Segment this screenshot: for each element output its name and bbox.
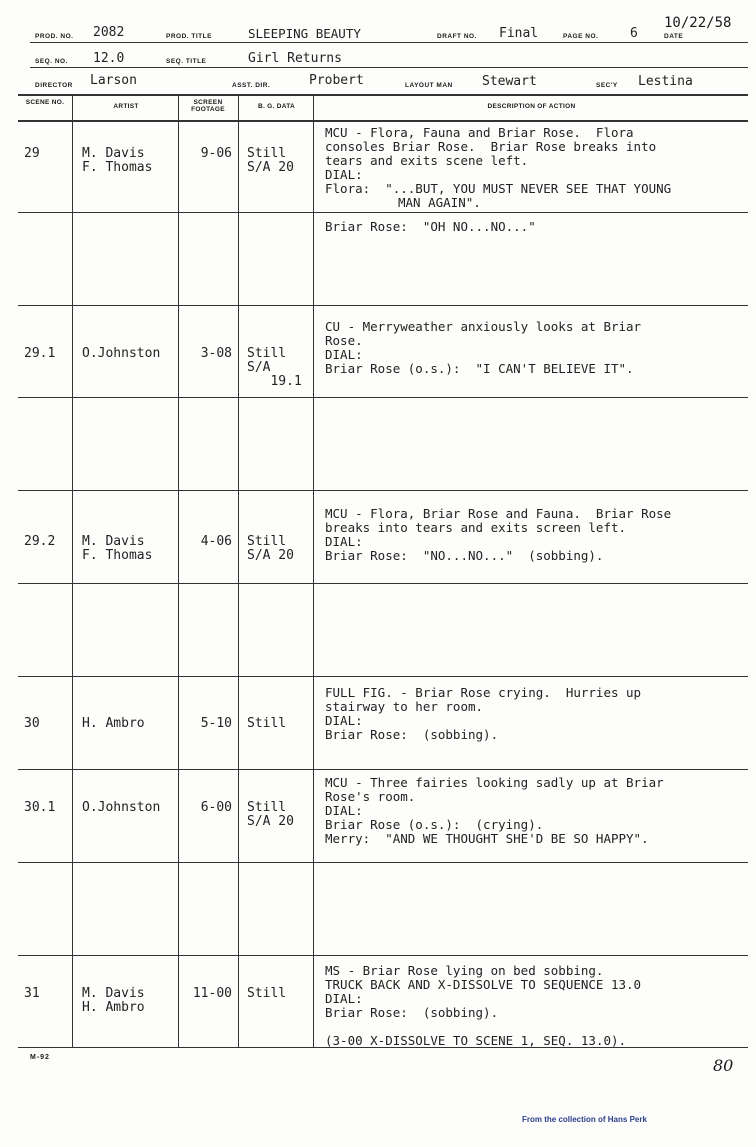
- col-screen-footage: SCREEN FOOTAGE: [191, 99, 225, 113]
- scene-no: 30.1: [24, 800, 56, 815]
- date: 10/22/58: [664, 15, 732, 31]
- draft-no: Final: [499, 26, 539, 41]
- seq-title: Girl Returns: [248, 51, 342, 66]
- prod-title: SLEEPING BEAUTY: [248, 26, 361, 41]
- secy-label: SEC'Y: [596, 82, 618, 89]
- artist: O.Johnston: [82, 346, 161, 361]
- col-bg-data: B. G. DATA: [257, 103, 296, 110]
- artist: M. Davis H. Ambro: [82, 986, 145, 1015]
- action: MS - Briar Rose lying on bed sobbing. TRUCK BACK AND X-DISSOLVE TO SEQUENCE 13.0 DIAL: Briar Rose: (sobbing). (3-00 X-DISSOLVE TO SCENE 1, SEQ. 13.0).: [325, 963, 642, 1048]
- col-scene-no: SCENE NO.: [25, 99, 65, 106]
- bg-data: Still S/A 19.1: [247, 346, 302, 389]
- asst-dir: Probert: [309, 73, 364, 88]
- collection-credit: From the collection of Hans Perk: [522, 1115, 647, 1124]
- scene-no: 31: [24, 986, 40, 1001]
- form-number: M-92: [30, 1054, 50, 1061]
- draft-no-label: DRAFT NO.: [437, 33, 477, 40]
- artist: M. Davis F. Thomas: [82, 146, 153, 175]
- artist: O.Johnston: [82, 800, 161, 815]
- date-label: DATE: [664, 33, 684, 40]
- secy: Lestina: [638, 74, 693, 89]
- bg-data: Still S/A 20: [247, 146, 294, 175]
- footage: 5-10: [200, 716, 232, 731]
- director-label: DIRECTOR: [35, 82, 73, 89]
- scene-no: 29.1: [24, 346, 56, 361]
- footage: 3-08: [200, 346, 232, 361]
- asst-dir-label: ASST. DIR.: [232, 82, 271, 89]
- seq-no: 12.0: [93, 51, 125, 66]
- artist: M. Davis F. Thomas: [82, 534, 153, 563]
- page-no-label: PAGE NO.: [563, 33, 599, 40]
- layout-man: Stewart: [482, 74, 537, 89]
- prod-title-label: PROD. TITLE: [166, 33, 212, 40]
- layout-man-label: LAYOUT MAN: [405, 82, 453, 89]
- col-description: DESCRIPTION OF ACTION: [487, 103, 576, 110]
- footage: 6-00: [200, 800, 232, 815]
- footage: 11-00: [192, 986, 232, 1001]
- bg-data: Still: [247, 986, 287, 1001]
- action: MCU - Three fairies looking sadly up at Briar Rose's room. DIAL: Briar Rose (o.s.): (crying). Merry: "AND WE THOUGHT SHE'D BE SO HAPPY".: [325, 775, 664, 846]
- director: Larson: [90, 73, 137, 88]
- page-total: 80: [713, 1056, 734, 1075]
- action: MCU - Flora, Fauna and Briar Rose. Flora consoles Briar Rose. Briar Rose breaks into tears and exits scene left. DIAL: Flora: "...BUT, YOU MUST NEVER SEE THAT YOUNG: [325, 125, 672, 196]
- seq-no-label: SEQ. NO.: [35, 58, 68, 65]
- prod-no-label: PROD. NO.: [35, 33, 74, 40]
- action: CU - Merryweather anxiously looks at Briar Rose. DIAL: Briar Rose (o.s.): "I CAN'T BELIEVE IT".: [325, 319, 642, 376]
- footage: 4-06: [200, 534, 232, 549]
- footage: 9-06: [200, 146, 232, 161]
- action: FULL FIG. - Briar Rose crying. Hurries up stairway to her room. DIAL: Briar Rose: (sobbing).: [325, 685, 642, 742]
- action: MCU - Flora, Briar Rose and Fauna. Briar Rose breaks into tears and exits screen left. DIAL: Briar Rose: "NO...NO..." (sobbing).: [325, 506, 672, 563]
- col-artist: ARTIST: [113, 103, 139, 110]
- scene-no: 29: [24, 146, 40, 161]
- scene-no: 29.2: [24, 534, 56, 549]
- page-no: 6: [630, 26, 638, 41]
- bg-data: Still: [247, 716, 287, 731]
- scene-no: 30: [24, 716, 40, 731]
- artist: H. Ambro: [82, 716, 145, 731]
- seq-title-label: SEQ. TITLE: [166, 58, 207, 65]
- action-dial: MAN AGAIN".: [398, 195, 481, 210]
- prod-no: 2082: [93, 25, 125, 40]
- bg-data: Still S/A 20: [247, 800, 294, 829]
- action: Briar Rose: "OH NO...NO...": [325, 219, 536, 234]
- bg-data: Still S/A 20: [247, 534, 294, 563]
